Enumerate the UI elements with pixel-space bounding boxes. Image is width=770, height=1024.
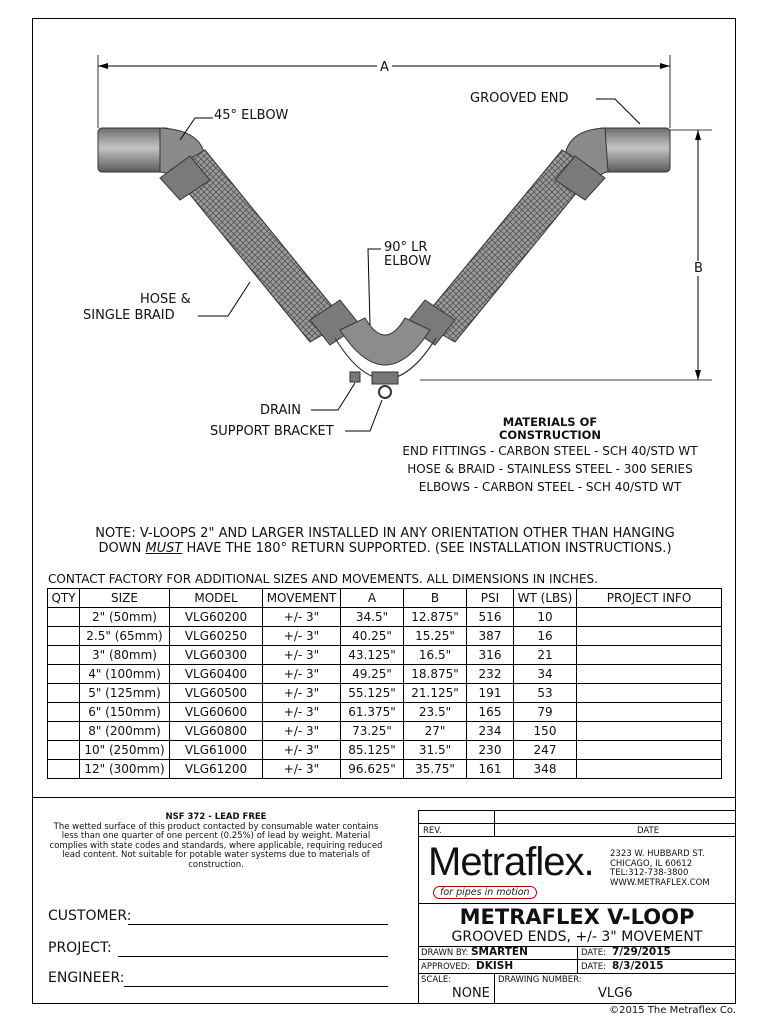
note-emphasis: MUST <box>145 541 183 556</box>
address-line: 2323 W. HUBBARD ST. <box>610 849 705 859</box>
drawing-title: METRAFLEX V-LOOP <box>459 905 695 929</box>
drain-label: DRAIN <box>260 403 301 418</box>
table-cell: 8" (200mm) <box>80 722 170 741</box>
table-cell <box>577 703 722 722</box>
table-cell: +/- 3" <box>263 722 341 741</box>
table-cell: 234 <box>467 722 514 741</box>
table-cell: 15.25" <box>404 627 467 646</box>
table-cell: VLG60800 <box>170 722 263 741</box>
table-cell: VLG60300 <box>170 646 263 665</box>
table-cell: +/- 3" <box>263 646 341 665</box>
table-cell <box>48 760 80 779</box>
col-movement: MOVEMENT <box>263 589 341 608</box>
scale-label: SCALE: <box>421 975 452 985</box>
col-a: A <box>341 589 404 608</box>
table-cell: 316 <box>467 646 514 665</box>
hose-label: HOSE & <box>140 292 191 307</box>
table-cell <box>577 722 722 741</box>
table-row <box>48 627 722 646</box>
table-cell: 387 <box>467 627 514 646</box>
rev-col-divider <box>494 810 495 836</box>
table-cell: 12" (300mm) <box>80 760 170 779</box>
dimension-a-label: A <box>377 60 392 75</box>
table-cell: VLG60500 <box>170 684 263 703</box>
col-psi: PSI <box>467 589 514 608</box>
table-cell <box>577 608 722 627</box>
table-row <box>48 760 722 779</box>
logo-tagline: for pipes in motion <box>433 886 537 899</box>
table-cell <box>48 703 80 722</box>
table-cell: +/- 3" <box>263 741 341 760</box>
note-line-1: NOTE: V-LOOPS 2" AND LARGER INSTALLED IN ANY ORIENTATION OTHER THAN HANGING <box>95 526 675 541</box>
table-cell: 2" (50mm) <box>80 608 170 627</box>
dimension-b-label: B <box>694 261 703 276</box>
table-cell: 34.5" <box>341 608 404 627</box>
support-bracket-label: SUPPORT BRACKET <box>210 424 334 439</box>
note-prefix: DOWN <box>98 541 146 556</box>
table-cell: +/- 3" <box>263 608 341 627</box>
table-cell: 4" (100mm) <box>80 665 170 684</box>
table-cell: +/- 3" <box>263 665 341 684</box>
materials-title-line2: CONSTRUCTION <box>498 428 602 442</box>
table-cell: 79 <box>514 703 577 722</box>
table-cell: 232 <box>467 665 514 684</box>
materials-line: HOSE & BRAID - STAINLESS STEEL - 300 SERIES <box>407 462 693 476</box>
elbow-90-label: 90° LR <box>384 240 428 255</box>
address-line: CHICAGO, IL 60612 <box>610 858 693 869</box>
table-row <box>48 684 722 703</box>
table-cell <box>577 741 722 760</box>
nsf-text: The wetted surface of this product contacted by consumable water contains less than one quarter of one percent (0.25%) of lead by weight. Material complies with state codes and standards, where applicable, requiring reduced lead content. Not suitable for potable water systems due to materials of construction. <box>49 821 383 870</box>
table-cell <box>48 684 80 703</box>
project-field[interactable] <box>118 956 388 957</box>
table-cell: 165 <box>467 703 514 722</box>
drawn-by-label: DRAWN BY: <box>421 948 469 958</box>
table-cell: +/- 3" <box>263 627 341 646</box>
table-cell <box>48 646 80 665</box>
table-cell: 16 <box>514 627 577 646</box>
table-cell: 31.5" <box>404 741 467 760</box>
rev-divider <box>418 823 736 824</box>
elbow-45-label: 45° ELBOW <box>214 108 289 123</box>
table-cell: 16.5" <box>404 646 467 665</box>
table-cell: 516 <box>467 608 514 627</box>
date-label: DATE <box>637 826 660 836</box>
note-suffix: HAVE THE 180° RETURN SUPPORTED. (SEE INSTALLATION INSTRUCTIONS.) <box>182 541 672 556</box>
table-cell <box>48 608 80 627</box>
contact-note: CONTACT FACTORY FOR ADDITIONAL SIZES AND MOVEMENTS. ALL DIMENSIONS IN INCHES. <box>48 572 598 586</box>
materials-title: MATERIALS OF <box>502 415 598 429</box>
col-model: MODEL <box>170 589 263 608</box>
tb-col-divider <box>494 973 495 1004</box>
table-cell: 35.75" <box>404 760 467 779</box>
installation-note <box>60 526 710 556</box>
table-cell: 191 <box>467 684 514 703</box>
table-cell: 23.5" <box>404 703 467 722</box>
note-line-2 <box>60 541 710 556</box>
table-cell: 21.125" <box>404 684 467 703</box>
table-cell: 161 <box>467 760 514 779</box>
table-row <box>48 646 722 665</box>
table-cell <box>48 627 80 646</box>
table-cell: 61.375" <box>341 703 404 722</box>
table-cell: 73.25" <box>341 722 404 741</box>
table-row <box>48 703 722 722</box>
address-line: TEL:312-738-3800 <box>610 868 689 878</box>
project-label: PROJECT: <box>48 940 112 956</box>
table-cell: 247 <box>514 741 577 760</box>
rev-label: REV. <box>423 826 442 836</box>
table-cell: VLG61000 <box>170 741 263 760</box>
table-cell <box>577 760 722 779</box>
table-row <box>48 608 722 627</box>
table-cell: 43.125" <box>341 646 404 665</box>
materials-line: END FITTINGS - CARBON STEEL - SCH 40/STD WT <box>402 444 698 458</box>
table-cell: 10 <box>514 608 577 627</box>
approved-value: DKISH <box>476 960 514 972</box>
drawing-subtitle: GROOVED ENDS, +/- 3" MOVEMENT <box>451 929 703 945</box>
table-row <box>48 722 722 741</box>
table-cell <box>577 646 722 665</box>
table-cell: 2.5" (65mm) <box>80 627 170 646</box>
table-cell <box>577 684 722 703</box>
approved-label: APPROVED: <box>421 962 471 972</box>
table-cell <box>48 741 80 760</box>
table-cell <box>577 665 722 684</box>
table-cell: 96.625" <box>341 760 404 779</box>
table-cell: 348 <box>514 760 577 779</box>
single-braid-label: SINGLE BRAID <box>83 308 175 323</box>
table-cell: +/- 3" <box>263 760 341 779</box>
materials-line: ELBOWS - CARBON STEEL - SCH 40/STD WT <box>418 480 682 494</box>
table-cell: +/- 3" <box>263 684 341 703</box>
table-cell: 49.25" <box>341 665 404 684</box>
customer-field[interactable] <box>128 924 388 925</box>
table-cell <box>48 665 80 684</box>
table-cell: 150 <box>514 722 577 741</box>
table-cell: 34 <box>514 665 577 684</box>
table-cell: 55.125" <box>341 684 404 703</box>
table-cell: 40.25" <box>341 627 404 646</box>
table-cell: +/- 3" <box>263 703 341 722</box>
engineer-field[interactable] <box>124 986 388 987</box>
col-weight: WT (LBS) <box>514 589 577 608</box>
drawn-date-label: DATE: <box>581 948 606 958</box>
nsf-title: NSF 372 - LEAD FREE <box>165 812 267 822</box>
sizes-table <box>47 588 722 779</box>
table-cell: 53 <box>514 684 577 703</box>
table-cell: 27" <box>404 722 467 741</box>
copyright: ©2015 The Metraflex Co. <box>609 1005 736 1016</box>
table-cell: VLG60600 <box>170 703 263 722</box>
approved-date-value: 8/3/2015 <box>612 960 664 972</box>
grooved-end-label: GROOVED END <box>470 91 569 106</box>
address-line: WWW.METRAFLEX.COM <box>610 877 710 888</box>
col-size: SIZE <box>80 589 170 608</box>
table-cell: VLG60400 <box>170 665 263 684</box>
drawn-by-value: SMARTEN <box>471 946 528 958</box>
rev-divider <box>418 836 736 837</box>
table-cell <box>577 627 722 646</box>
table-cell: 10" (250mm) <box>80 741 170 760</box>
engineer-label: ENGINEER: <box>48 970 125 986</box>
table-cell: 18.875" <box>404 665 467 684</box>
table-cell: VLG61200 <box>170 760 263 779</box>
title-divider <box>418 903 736 904</box>
tb-row-divider <box>418 973 736 974</box>
table-header-row <box>48 589 722 608</box>
approved-date-label: DATE: <box>581 962 606 972</box>
tb-col-divider <box>577 946 578 973</box>
col-project-info: PROJECT INFO <box>577 589 722 608</box>
drawing-number-value: VLG6 <box>598 986 633 1001</box>
materials-of-construction <box>390 416 710 496</box>
table-cell <box>48 722 80 741</box>
section-divider <box>32 797 736 798</box>
table-body <box>48 608 722 779</box>
company-address <box>610 850 710 888</box>
scale-value: NONE <box>452 986 490 1001</box>
metraflex-logo: Metraflex. <box>428 840 594 884</box>
table-cell: 21 <box>514 646 577 665</box>
table-cell: VLG60200 <box>170 608 263 627</box>
col-qty: QTY <box>48 589 80 608</box>
drawing-number-label: DRAWING NUMBER: <box>498 975 582 985</box>
customer-label: CUSTOMER: <box>48 908 132 924</box>
table-cell: 85.125" <box>341 741 404 760</box>
table-row <box>48 741 722 760</box>
table-cell: 3" (80mm) <box>80 646 170 665</box>
nsf-lead-free-notice <box>48 813 384 870</box>
table-cell: 6" (150mm) <box>80 703 170 722</box>
col-b: B <box>404 589 467 608</box>
drawn-date-value: 7/29/2015 <box>612 946 671 958</box>
table-cell: VLG60250 <box>170 627 263 646</box>
elbow-90-label-line2: ELBOW <box>384 254 432 269</box>
table-row <box>48 665 722 684</box>
table-cell: 12.875" <box>404 608 467 627</box>
table-cell: 230 <box>467 741 514 760</box>
table-cell: 5" (125mm) <box>80 684 170 703</box>
